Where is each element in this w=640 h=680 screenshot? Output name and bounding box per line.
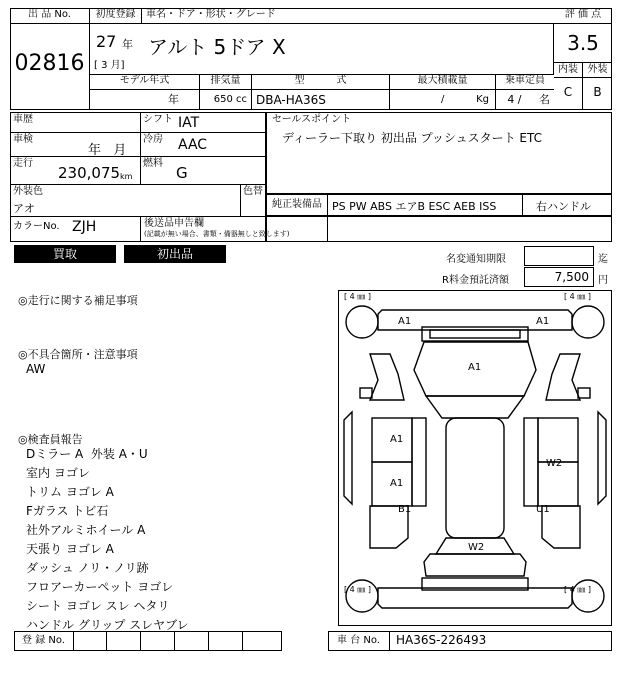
capacity-value: 4 / 名 <box>507 93 550 106</box>
rear-bumper <box>378 588 572 608</box>
first-reg-year: 27 <box>96 32 117 51</box>
divider <box>106 631 107 651</box>
inspector-line: ハンドル グリップ スレヤブレ <box>26 618 189 632</box>
name-change-unit: 迄 <box>598 254 608 265</box>
damage-mark: A1 <box>390 434 404 445</box>
divider <box>10 156 266 157</box>
inspector-line: Dミラー A 外装 A・U <box>26 447 148 461</box>
reg-no-label: 登 録 No. <box>14 631 74 651</box>
name-value: アルト 5ドア X <box>142 24 554 74</box>
interior-label: 内装 <box>554 62 583 78</box>
chassis-value: HA36S-226493 <box>396 633 487 647</box>
chassis-label: 車 台 No. <box>328 631 390 651</box>
recycle-unit: 円 <box>598 275 608 286</box>
damage-mark: A1 <box>390 478 404 489</box>
divider <box>140 216 141 242</box>
exterior-label: 外装 <box>583 62 612 78</box>
lot-no-label: 出 品 No. <box>10 8 90 24</box>
first-listing-badge: 初出品 <box>124 245 226 263</box>
exterior-color-value: アオ <box>13 202 35 215</box>
exterior-grade: B <box>593 85 602 99</box>
mileage-value: 230,075 <box>58 164 121 182</box>
inspector-line: 天張り ヨゴレ A <box>26 542 114 556</box>
tire-fr-depth: [ 4 ㎜ ] <box>564 292 591 301</box>
shift-value: IAT <box>178 115 200 131</box>
aftermarket-note: (記載が無い場合、書類・備器無しと致します) <box>144 230 290 238</box>
divider <box>10 184 266 185</box>
score: 3.5 <box>567 31 599 55</box>
max-load-label: 最大積載量 <box>390 74 496 90</box>
steering-value: 右ハンドル <box>536 200 591 213</box>
divider <box>240 184 241 216</box>
inspector-line: Fガラス トビ石 <box>26 504 109 518</box>
score-label: 評 価 点 <box>554 8 612 24</box>
mileage-label: 走行 <box>13 158 33 169</box>
defects-value: AW <box>26 362 46 376</box>
mileage-unit: km <box>120 172 133 181</box>
inspector-line: トリム ヨゴレ A <box>26 485 114 499</box>
history-label: 車歴 <box>13 114 33 125</box>
name-change-label: 名変通知期限 <box>446 254 506 265</box>
damage-mark: A1 <box>398 316 412 327</box>
capacity-label: 乗車定員 <box>496 74 554 90</box>
divider <box>140 631 141 651</box>
divider <box>208 631 209 651</box>
inspector-line: ダッシュ ノリ・ノリ跡 <box>26 561 149 575</box>
recycle-label: R料金預託済額 <box>442 275 509 286</box>
inspection-label: 車検 <box>13 134 33 145</box>
model-value: DBA-HA36S <box>252 90 390 110</box>
inspection-value: 年 月 <box>88 143 127 158</box>
damage-mark: A1 <box>536 316 550 327</box>
first-reg-month: [ 3 月] <box>94 60 125 71</box>
model-year-label: モデル年式 <box>90 74 200 90</box>
inspector-line: 室内 ヨゴレ <box>26 466 90 480</box>
damage-mark: B1 <box>398 504 412 515</box>
interior-grade: C <box>554 78 583 110</box>
equipment-value: PS PW ABS エアB ESC AEB ISS <box>332 200 497 213</box>
displacement-label: 排気量 <box>200 74 252 90</box>
inspector-line: 社外アルミホイール A <box>26 523 146 537</box>
divider <box>242 631 243 651</box>
inspector-line: シート ヨゴレ スレ ヘタリ <box>26 599 170 613</box>
name-change-value <box>524 246 594 266</box>
damage-mark: W2 <box>468 542 485 553</box>
car-diagram <box>338 290 612 626</box>
fuel-label: 燃料 <box>143 158 163 169</box>
inspector-lines <box>26 445 189 635</box>
first-reg-year-unit: 年 <box>122 38 133 51</box>
aftermarket-label: 後送品申告欄 <box>144 218 204 229</box>
model-label: 型 式 <box>252 74 390 90</box>
left-front-fender <box>370 354 404 400</box>
roof <box>446 418 504 538</box>
exterior-color-label: 外装色 <box>13 186 43 197</box>
defects-label: ◎不具合箇所・注意事項 <box>18 348 138 361</box>
tire-fr <box>572 306 604 338</box>
divider <box>266 216 328 242</box>
name-label: 車名・ドア・形状・グレード <box>142 8 554 24</box>
model-year-value: 年 <box>90 90 200 110</box>
equipment-label: 純正装備品 <box>266 194 328 216</box>
color-change-label: 色替 <box>243 186 263 197</box>
damage-mark: W2 <box>546 458 563 469</box>
tire-rr-depth: [ 4 ㎜ ] <box>564 585 591 594</box>
fuel-value: G <box>176 164 188 182</box>
damage-mark: A1 <box>468 362 482 373</box>
sales-point-value: ディーラー下取り 初出品 プッシュスタート ETC <box>282 131 542 145</box>
shift-label: シフト <box>143 114 173 125</box>
tire-fl <box>346 306 378 338</box>
damage-mark: U1 <box>536 504 550 515</box>
tire-fl-depth: [ 4 ㎜ ] <box>344 292 371 301</box>
right-front-fender <box>546 354 580 400</box>
divider <box>140 112 141 184</box>
lot-no: 02816 <box>10 24 90 110</box>
divider <box>174 631 175 651</box>
color-no-label: カラーNo. <box>13 221 60 232</box>
divider <box>10 216 266 217</box>
inspector-line: フロアーカーペット ヨゴレ <box>26 580 174 594</box>
divider <box>522 194 523 216</box>
recycle-value: 7,500 <box>524 267 594 287</box>
sales-point-label: セールスポイント <box>272 114 352 125</box>
inspector-label: ◎検査員報告 <box>18 433 83 446</box>
max-load-value: / Kg <box>390 90 496 110</box>
windshield <box>426 396 524 418</box>
right-front-door <box>538 418 578 462</box>
tailgate <box>424 554 526 576</box>
color-no-value: ZJH <box>72 219 97 235</box>
driving-label: ◎走行に関する補足事項 <box>18 294 138 307</box>
tire-rl-depth: [ 4 ㎜ ] <box>344 585 371 594</box>
displacement-value: 650 cc <box>200 90 252 110</box>
first-reg-label: 初度登録 <box>90 8 142 24</box>
divider <box>10 132 266 133</box>
ac-value: AAC <box>178 137 208 153</box>
buy-badge: 買取 <box>14 245 116 263</box>
ac-label: 冷房 <box>143 134 163 145</box>
